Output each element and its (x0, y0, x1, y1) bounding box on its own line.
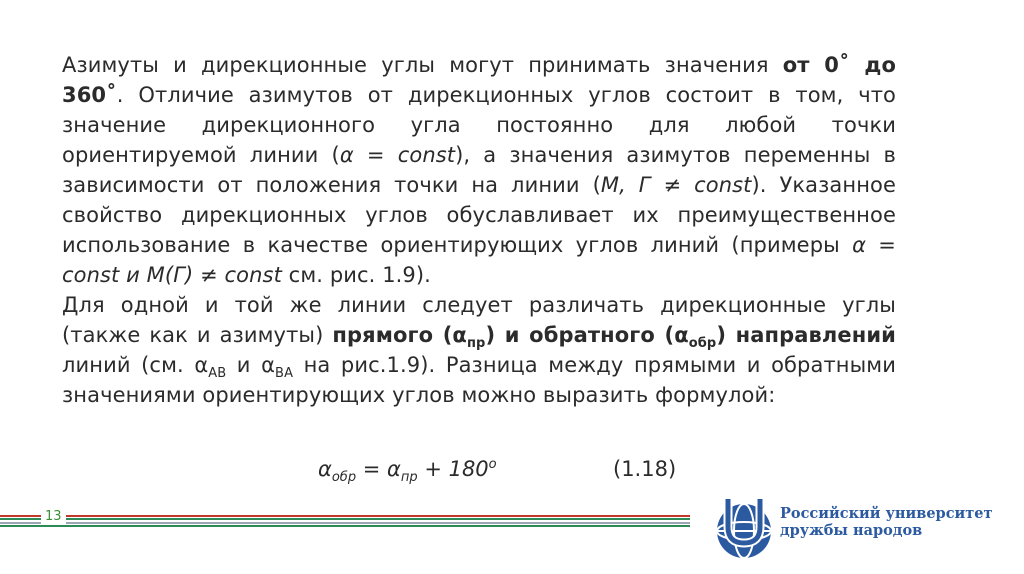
examples-italic: α = const и М(Г) ≠ const (62, 233, 896, 287)
text-run: линий (см. α (62, 353, 209, 377)
subscript-ba: ВА (275, 366, 294, 382)
paragraph-direct-reverse (62, 290, 896, 410)
formula (318, 454, 497, 484)
text-run: Азимуты и дирекционные углы могут принимать значения (62, 53, 783, 77)
university-name-line2: дружбы народов (780, 522, 923, 539)
formula-alpha: α (318, 457, 332, 481)
slide-body-text (62, 50, 896, 410)
page-number: 13 (41, 509, 66, 524)
bold-run: ) и обратного (α (485, 323, 689, 347)
alpha-const-italic: α = const (339, 143, 456, 167)
text-run: и α (226, 353, 276, 377)
subscript-obr: обр (688, 336, 717, 352)
university-name-line1: Российский университет (780, 505, 993, 522)
university-logo-icon (708, 493, 780, 563)
subscript-ab: АВ (208, 366, 227, 382)
paragraph-azimuth-range (62, 50, 896, 290)
equation-number: (1.18) (613, 457, 677, 481)
band-line-green (0, 518, 690, 520)
formula-mid: = α (356, 457, 401, 481)
bold-run: прямого (α (332, 323, 467, 347)
university-name (780, 505, 992, 539)
text-run: . Отличие азимутов от дирекционных углов состоит в том, что значение дирекционного угла постоянно для любой точки ориентируемой линии ( (62, 83, 896, 167)
text-run: Для одной и той же линии следует различать дирекционные углы (также как и азимуты) (62, 293, 896, 347)
band-line-green-2 (0, 525, 690, 527)
band-line-red (0, 515, 690, 517)
text-run: ). Указанное свойство дирекционных углов обуславливает их преимущественное использование в качестве ориентирующих углов линий (примеры (62, 173, 896, 257)
formula-degree: о (488, 457, 497, 472)
formula-tail: + 180 (417, 457, 489, 481)
footer-band (0, 515, 690, 529)
m-g-not-const-italic: М, Г ≠ const (600, 173, 752, 197)
text-run: на рис.1.9). Разница между прямыми и обратными значениями ориентирующих углов можно выразить формулой: (62, 353, 896, 407)
formula-sub-obr: обр (331, 470, 357, 486)
formula-sub-pr: пр (400, 470, 418, 486)
range-bold: от 0˚ до 360˚ (62, 53, 896, 107)
bold-run: ) направлений (716, 323, 896, 347)
text-run: см. рис. 1.9). (281, 263, 431, 287)
text-run: ), а значения азимутов переменны в зависимости от положения точки на линии ( (62, 143, 896, 197)
subscript-pr: пр (466, 336, 486, 352)
bold-direct-reverse (332, 323, 896, 352)
band-line-gray (0, 522, 690, 524)
